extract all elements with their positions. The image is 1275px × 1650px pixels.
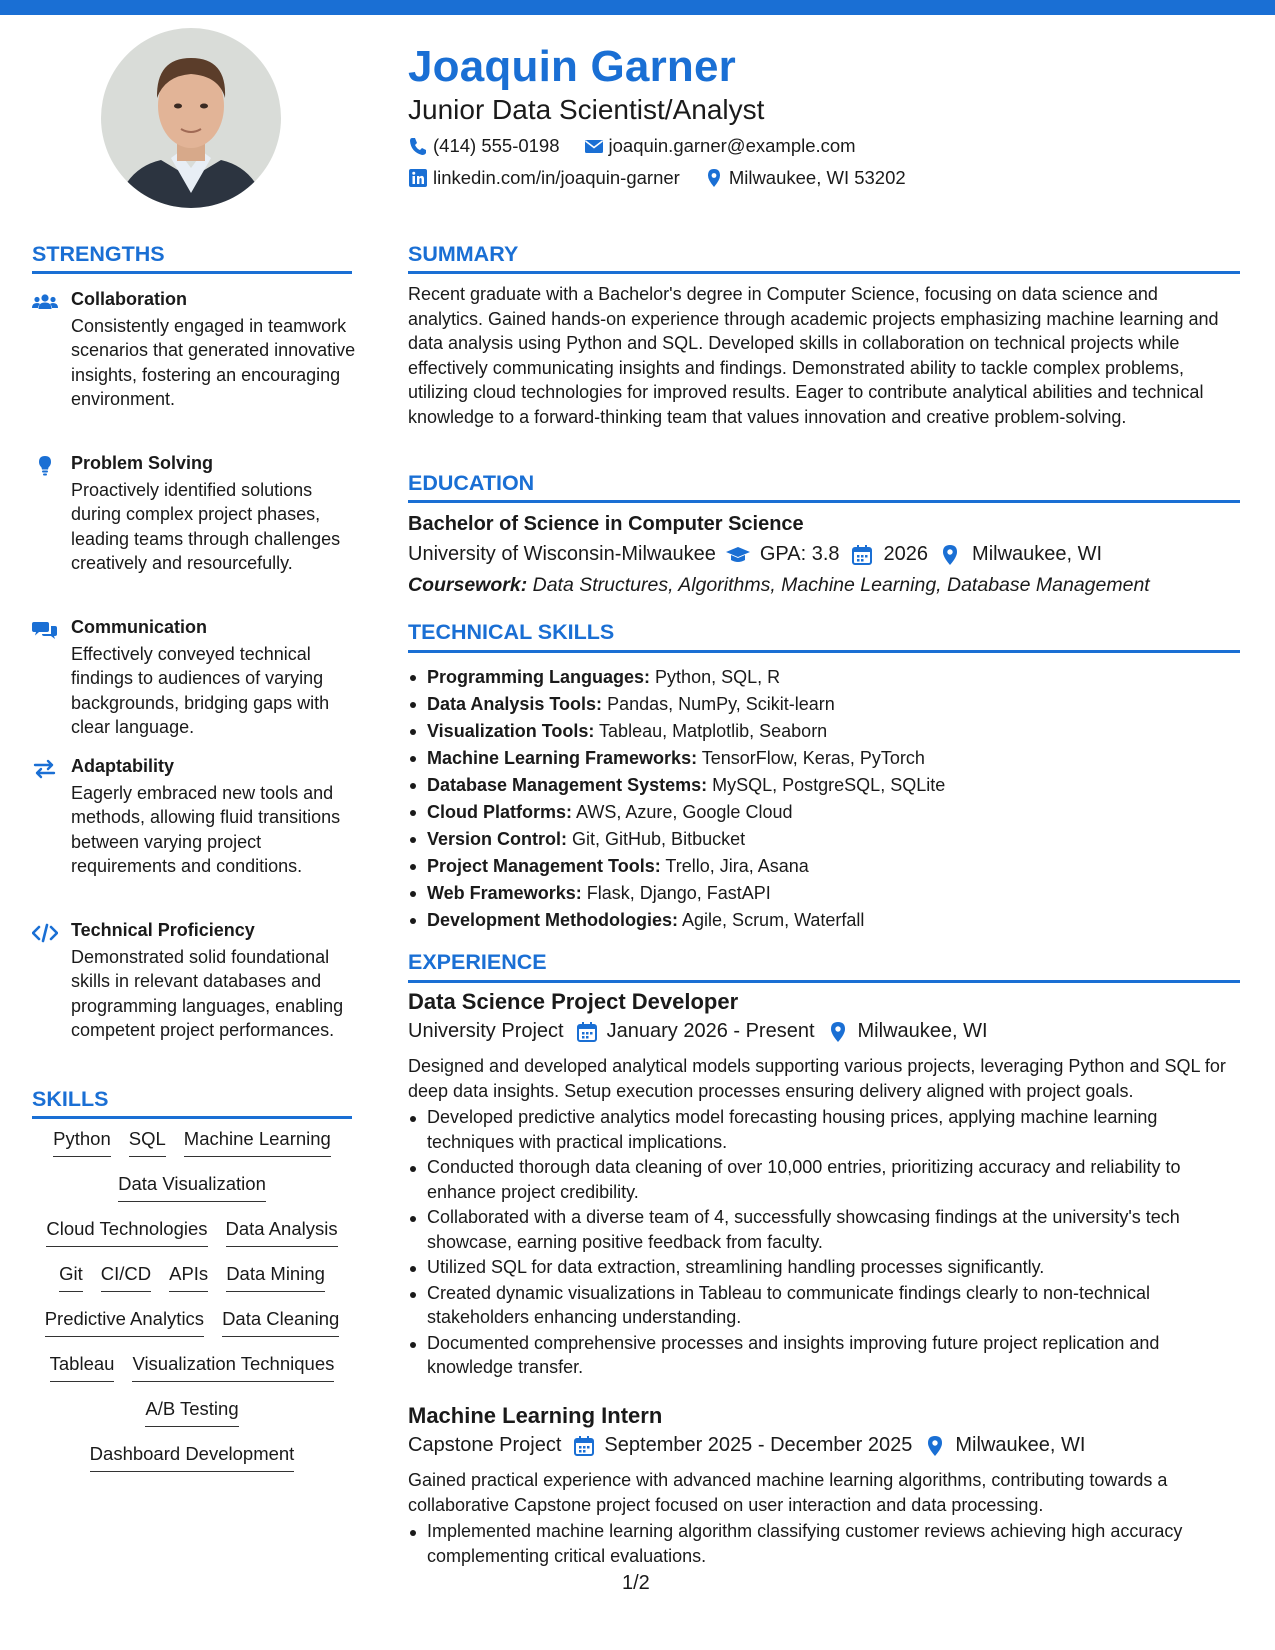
candidate-name: Joaquin Garner [408,42,736,91]
job-bullet: Conducted thorough data cleaning of over 10,000 entries, prioritizing accuracy and reliability to enhance project credibility. [408,1155,1248,1204]
phone-contact[interactable] [408,135,560,157]
skill-tag: Tableau [50,1353,115,1382]
linkedin-text: linkedin.com/in/joaquin-garner [433,167,680,188]
technical-skills-rule [408,650,1240,653]
linkedin-contact[interactable] [408,167,680,189]
envelope-icon [584,136,604,156]
job-bullet: Created dynamic visualizations in Tableau to communicate findings clearly to non-technical stakeholders enhancing understanding. [408,1281,1248,1330]
technical-skill-value: AWS, Azure, Google Cloud [576,802,793,822]
skill-tag: Dashboard Development [90,1443,295,1472]
summary-text: Recent graduate with a Bachelor's degree in Computer Science, focusing on data science and analytics. Gained hands-on experience through academic projects emphasizing machine learning and data analysis using Python and SQL. Developed skills in collaboration on technical projects while effectively communicating insights and findings. Demonstrated ability to tackle complex problems, utilizing cloud technologies for improved results. Eager to contribute analytical abilities and technical knowledge to a forward-thinking team that values innovation and creative problem-solving. [408,284,1219,427]
strength-title: Communication [71,617,208,637]
technical-skill-item [408,664,1248,691]
skill-tag: A/B Testing [145,1398,238,1427]
job-location: Milwaukee, WI [857,1020,988,1042]
technical-skill-label: Database Management Systems: [427,775,708,795]
job-title: Machine Learning Intern [408,1403,663,1428]
profile-photo [101,28,281,208]
education-rule [408,500,1240,503]
job-organization: Capstone Project [408,1434,562,1456]
technical-skill-value: Tableau, Matplotlib, Seaborn [599,721,828,741]
skill-tag: CI/CD [101,1263,151,1292]
strengths-rule [32,271,352,274]
skills-heading: SKILLS [32,1087,109,1111]
skill-row [32,1218,352,1247]
map-pin-icon [924,1435,946,1457]
skill-tag: Git [59,1263,83,1292]
job-bullets [408,1519,1248,1569]
technical-skill-label: Version Control: [427,829,568,849]
technical-skill-item [408,772,1248,799]
skill-row [32,1353,352,1382]
gpa-text: GPA: 3.8 [759,543,840,565]
skill-tag: APIs [169,1263,208,1292]
technical-skill-item [408,907,1248,934]
strength-title: Collaboration [71,289,187,309]
technical-skill-value: TensorFlow, Keras, PyTorch [701,748,925,768]
arrows-exchange-icon [32,759,58,779]
skills-tag-cloud [32,1128,352,1488]
technical-skill-label: Cloud Platforms: [427,802,573,822]
coursework [408,574,1150,597]
technical-skill-label: Development Methodologies: [427,910,679,930]
skill-tag: Machine Learning [184,1128,331,1157]
technical-skill-value: Flask, Django, FastAPI [586,883,771,903]
degree-title: Bachelor of Science in Computer Science [408,513,804,535]
skill-tag: Data Cleaning [222,1308,339,1337]
technical-skill-item [408,799,1248,826]
skill-row [32,1443,352,1472]
map-pin-icon [704,168,724,188]
job-organization: University Project [408,1020,564,1042]
top-accent-bar [0,0,1275,15]
skill-tag: Data Analysis [226,1218,338,1247]
technical-skill-item [408,880,1248,907]
job-bullet: Collaborated with a diverse team of 4, successfully showcasing findings at the university's tech showcase, earning positive feedback from faculty. [408,1205,1248,1254]
technical-skill-value: Python, SQL, R [655,667,781,687]
job-bullets [408,1105,1248,1381]
experience-heading: EXPERIENCE [408,950,547,974]
email-text: joaquin.garner@example.com [608,135,856,156]
contact-row-primary [408,135,880,157]
location-text: Milwaukee, WI 53202 [728,167,906,188]
graduation-cap-icon [726,544,750,566]
summary-rule [408,271,1240,274]
technical-skill-item [408,853,1248,880]
candidate-title: Junior Data Scientist/Analyst [408,94,765,125]
education-meta [408,543,1102,566]
strength-title: Technical Proficiency [71,920,255,940]
strength-description: Proactively identified solutions during complex project phases, leading teams through challenges creatively and resourcefully. [71,480,341,574]
strength-description: Demonstrated solid foundational skills in relevant databases and programming languages, enabling competent project performances. [71,947,344,1041]
strength-title: Adaptability [71,756,175,776]
contact-row-secondary [408,167,930,189]
technical-skills-heading: TECHNICAL SKILLS [408,620,615,644]
location-contact [704,167,906,189]
page-number: 1/2 [622,1572,650,1594]
job-title: Data Science Project Developer [408,989,739,1014]
technical-skill-item [408,691,1248,718]
strength-description: Eagerly embraced new tools and methods, allowing fluid transitions between varying project requirements and conditions. [71,783,341,877]
technical-skills-list [408,664,1248,934]
job-bullet: Implemented machine learning algorithm classifying customer reviews achieving high accuracy complementing critical evaluations. [408,1519,1248,1568]
technical-skill-label: Project Management Tools: [427,856,661,876]
technical-skill-label: Programming Languages: [427,667,651,687]
strength-description: Consistently engaged in teamwork scenarios that generated innovative insights, fostering an encouraging environment. [71,316,356,410]
map-pin-icon [938,544,962,566]
technical-skill-label: Web Frameworks: [427,883,582,903]
email-contact[interactable] [584,135,856,157]
strength-title: Problem Solving [71,453,214,473]
phone-text: (414) 555-0198 [433,135,560,156]
users-icon [32,292,58,312]
technical-skill-value: Trello, Jira, Asana [665,856,809,876]
skill-tag: Cloud Technologies [46,1218,207,1247]
phone-icon [408,136,428,156]
job-location: Milwaukee, WI [955,1434,1086,1456]
skill-tag: Python [53,1128,111,1157]
linkedin-icon [408,168,428,188]
map-pin-icon [827,1021,849,1043]
calendar-icon [576,1021,598,1043]
technical-skill-label: Visualization Tools: [427,721,595,741]
coursework-label: Coursework: [408,574,528,596]
strengths-heading: STRENGTHS [32,242,165,266]
school-name: University of Wisconsin-Milwaukee [408,543,716,565]
job-dates: September 2025 - December 2025 [604,1434,913,1456]
job-bullet: Developed predictive analytics model forecasting housing prices, applying machine learning techniques with practical implications. [408,1105,1248,1154]
skills-rule [32,1116,352,1119]
technical-skill-value: Agile, Scrum, Waterfall [682,910,865,930]
job-bullet: Documented comprehensive processes and insights improving future project replication and knowledge transfer. [408,1331,1248,1380]
calendar-icon [573,1435,595,1457]
graduation-year: 2026 [883,543,929,565]
job-summary: Designed and developed analytical models supporting various projects, leveraging Python and SQL for deep data insights. Setup execution processes ensuring delivery aligned with project goals. [408,1056,1226,1101]
education-location: Milwaukee, WI [972,543,1103,565]
skill-tag: Predictive Analytics [45,1308,204,1337]
experience-rule [408,980,1240,983]
technical-skill-value: MySQL, PostgreSQL, SQLite [712,775,946,795]
technical-skill-value: Pandas, NumPy, Scikit-learn [607,694,835,714]
technical-skill-item [408,826,1248,853]
skill-tag: Visualization Techniques [132,1353,334,1382]
education-heading: EDUCATION [408,471,535,495]
skill-row [32,1398,352,1427]
technical-skill-value: Git, GitHub, Bitbucket [572,829,746,849]
job-dates: January 2026 - Present [606,1020,815,1042]
code-icon [32,923,58,943]
technical-skill-label: Machine Learning Frameworks: [427,748,698,768]
comments-icon [32,620,58,640]
lightbulb-icon [32,456,58,476]
coursework-list: Data Structures, Algorithms, Machine Learning, Database Management [532,574,1150,596]
skill-tag: Data Mining [226,1263,325,1292]
skill-row [32,1308,352,1337]
technical-skill-item [408,745,1248,772]
job-bullet: Utilized SQL for data extraction, streamlining handling processes significantly. [408,1255,1248,1280]
job-summary: Gained practical experience with advanced machine learning algorithms, contributing towards a collaborative Capstone project focused on user interaction and data processing. [408,1470,1168,1515]
technical-skill-item [408,718,1248,745]
skill-row [32,1128,352,1157]
calendar-icon [850,544,874,566]
job-meta [408,1434,1085,1457]
skill-tag: Data Visualization [118,1173,266,1202]
summary-heading: SUMMARY [408,242,519,266]
strength-description: Effectively conveyed technical findings to audiences of varying backgrounds, bridging gaps with clear language. [71,644,330,738]
skill-row [32,1263,352,1292]
skill-tag: SQL [129,1128,166,1157]
skill-row [32,1173,352,1202]
technical-skill-label: Data Analysis Tools: [427,694,603,714]
job-meta [408,1020,988,1043]
